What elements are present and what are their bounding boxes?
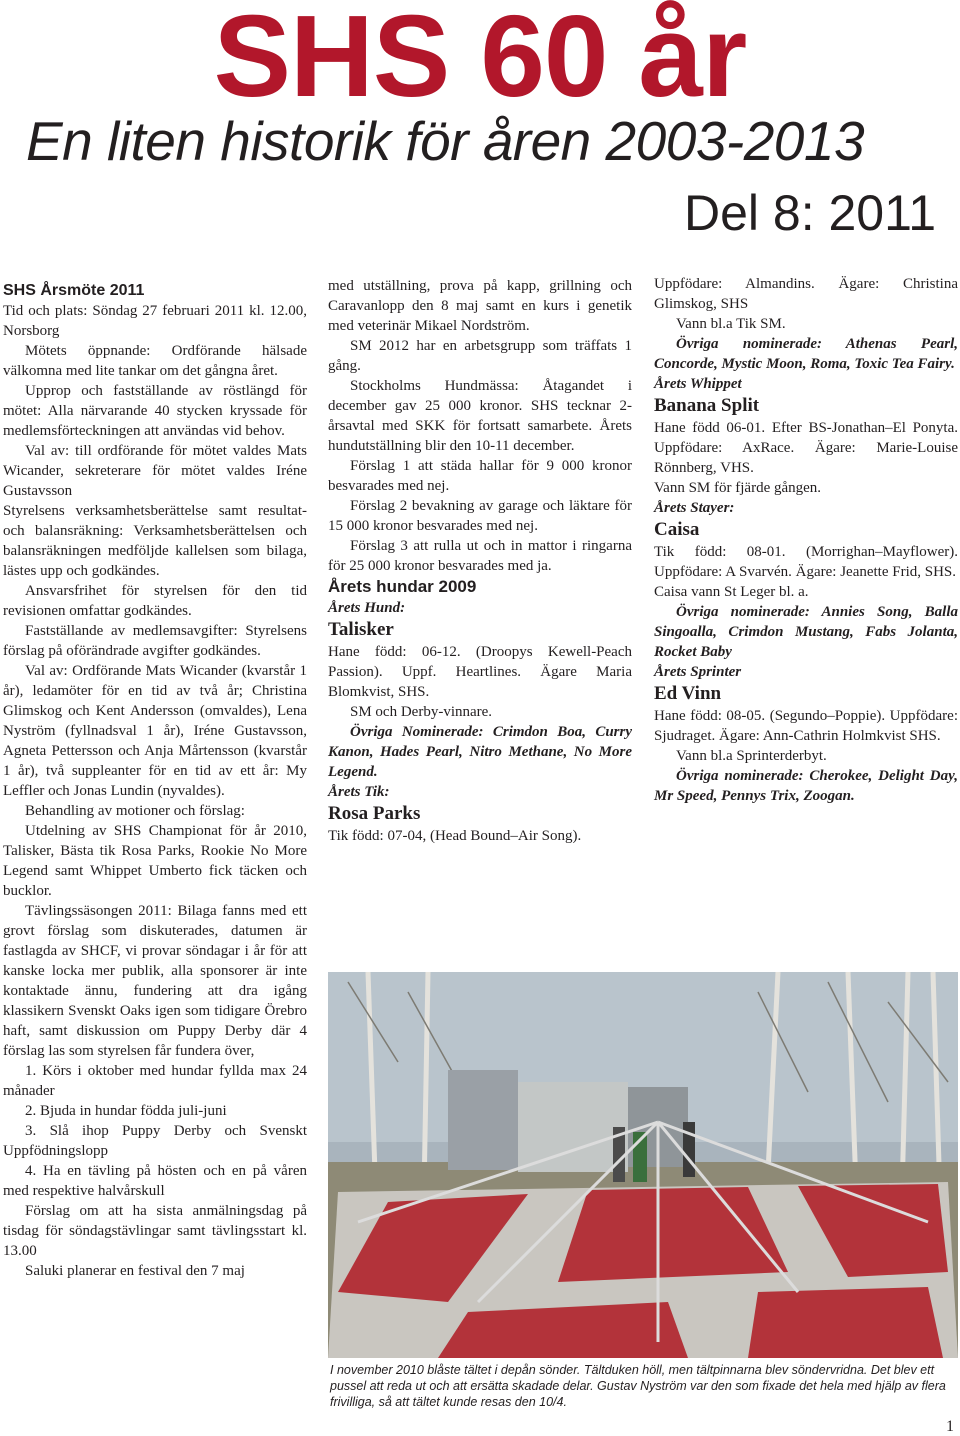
paragraph: SM 2012 har en arbetsgrupp som träffats 1 gång. (328, 338, 632, 374)
page-title: SHS 60 år (213, 0, 747, 121)
award-name: Banana Split (654, 395, 760, 416)
paragraph: Stockholms Hundmässa: Åtagandet i december gav 25 000 kronor. SHS tecknar 2-årsavtal med SKK för fortsatt samarbete. Årets hundutställning blir den 10-11 december. (328, 378, 632, 454)
award-label: Årets Tik: (328, 784, 390, 800)
section-heading-arsmote: SHS Årsmöte 2011 (3, 282, 145, 299)
paragraph: Behandling av motioner och förslag: (25, 803, 245, 819)
paragraph: Utdelning av SHS Championat för år 2010, Talisker, Bästa tik Rosa Parks, Rookie No More Legend samt Whippet Umberto fick täcken och bucklor. (3, 823, 307, 899)
nominees-text: Övriga nominerade: Annies Song, Balla Singoalla, Crimdon Mustang, Fabs Jolanta, Rocket Baby (654, 604, 958, 660)
nominees-text: Övriga Nominerade: Crimdon Boa, Curry Kanon, Hades Pearl, Nitro Methane, No More Legend. (328, 724, 632, 780)
award-label: Årets Whippet (654, 376, 742, 392)
paragraph: Tävlingssäsongen 2011: Bilaga fanns med ett grovt förslag som diskuterades, datumen är fastlagda av SHCF, vi provar söndagar i år för att kanske locka mer publik, alla sponsorer är inte kontaktade ännu, fundering att dra igång klassikern Svenskt Oaks igen som tidigare Örebro haft, samt diskussion om Puppy Derby där 4 förslag las som styrelsen får fundera över, (3, 903, 307, 1059)
page-subtitle: En liten historik för åren 2003-2013 (26, 110, 865, 172)
paragraph: Vann bl.a Sprinterderbyt. (676, 748, 827, 764)
paragraph: Val av: till ordförande för mötet valdes Mats Wicander, sekreterare för mötet valdes Iréne Gustavsson (3, 443, 307, 499)
paragraph: Tik född: 08-01. (Morrighan–Mayflower). Uppfödare: A Svarvén. Ägare: Jeanette Frid, SHS. (654, 544, 958, 580)
paragraph: Val av: Ordförande Mats Wicander (kvarstår 1 år), ledamöter för en tid av två år; Christina Glimskog och Kent Andersson (omvaldes), Lena Nyström (fyllnadsval 1 år), Iréne Gustavsson, Agneta Pettersson och Anja Mårtensson (kvarstår 1 år), två suppleanter för en tid av ett år: My Leffler och Jonas Lundin (nyvaldes). (3, 663, 307, 799)
paragraph: Hane född: 06-12. (Droopys Kewell-Peach Passion). Uppf. Heartlines. Ägare Maria Blomkvist, SHS. (328, 644, 632, 700)
column-3 (654, 274, 958, 806)
paragraph: Fastställande av medlemsavgifter: Styrelsens förslag på oförändrade avgifter godkändes. (3, 623, 307, 659)
paragraph: Vann SM för fjärde gången. (654, 480, 822, 496)
part-heading: Del 8: 2011 (683, 185, 936, 241)
paragraph: Hane född: 08-05. (Segundo–Poppie). Uppfödare: Sjudraget. Ägare: Ann-Cathrin Holmkvist SHS. (654, 708, 958, 744)
column-2 (328, 276, 632, 846)
paragraph: SM och Derby-vinnare. (350, 704, 493, 720)
award-name: Caisa (654, 519, 700, 540)
tent-photo-illustration (328, 972, 958, 1358)
paragraph: Tid och plats: Söndag 27 februari 2011 kl. 12.00, Norsborg (3, 303, 307, 339)
award-label: Årets Stayer: (654, 500, 735, 516)
paragraph: med utställning, prova på kapp, grillning och Caravanlopp den 8 maj samt en kurs i genetik med veterinär Mikael Nordström. (328, 278, 632, 334)
tent-photo (328, 972, 958, 1358)
paragraph: Förslag 1 att städa hallar för 9 000 kronor besvarades med nej. (328, 458, 632, 494)
nominees-text: Övriga nominerade: Athenas Pearl, Concorde, Mystic Moon, Roma, Toxic Tea Fairy. (654, 336, 958, 372)
paragraph: Vann bl.a Tik SM. (676, 316, 786, 332)
award-label: Årets Hund: (328, 600, 406, 616)
award-name: Ed Vinn (654, 683, 722, 704)
page-number: 1 (946, 1418, 954, 1435)
paragraph: Tik född: 07-04, (Head Bound–Air Song). (328, 828, 582, 844)
award-label: Årets Sprinter (654, 664, 742, 680)
section-heading-arets-hundar: Årets hundar 2009 (328, 577, 477, 596)
award-name: Rosa Parks (328, 803, 421, 824)
paragraph: Förslag 2 bevakning av garage och läktare för 15 000 kronor besvarades med nej. (328, 498, 632, 534)
paragraph: Styrelsens verksamhetsberättelse samt resultat- och balansräkning: Verksamhetsberättelsen och balansräkningen medföljde kallelsen som bilaga, lästes upp och godkändes. (3, 503, 307, 579)
paragraph: 4. Ha en tävling på hösten och en på våren med respektive halvårskull (3, 1163, 307, 1199)
paragraph: Mötets öppnande: Ordförande hälsade välkomna med lite tankar om det gångna året. (3, 343, 307, 379)
paragraph: Ansvarsfrihet för styrelsen för den tid revisionen omfattar godkändes. (3, 583, 307, 619)
paragraph: Saluki planerar en festival den 7 maj (25, 1263, 245, 1279)
paragraph: Upprop och fastställande av röstlängd för mötet: Alla närvarande 40 stycken kryssade för medlemsförteckningen att användas vid behov. (3, 383, 307, 439)
paragraph: Förslag om att ha sista anmälningsdag på tisdag för söndagstävlingar samt tävlingsstart kl. 13.00 (3, 1203, 307, 1259)
paragraph: 1. Körs i oktober med hundar fyllda max 24 månader (3, 1063, 307, 1099)
paragraph: Caisa vann St Leger bl. a. (654, 584, 809, 600)
paragraph: Uppfödare: Almandins. Ägare: Christina Glimskog, SHS (654, 276, 958, 312)
photo-caption: I november 2010 blåste tältet i depån sönder. Tältduken höll, men tältpinnarna blev söndervridna. Det blev ett pussel att reda ut och att ersätta skadade delar. Gustav Nyström var den som fixade det hela med hjälp av flera frivilliga, så att tältet kunde resas den 10/4. (330, 1363, 946, 1409)
nominees-text: Övriga nominerade: Cherokee, Delight Day, Mr Speed, Pennys Trix, Zoogan. (654, 768, 958, 804)
paragraph: Hane född 06-01. Efter BS-Jonathan–El Ponyta. Uppfödare: AxRace. Ägare: Marie-Louise Rönnberg, VHS. (654, 420, 958, 476)
column-1 (3, 281, 307, 1281)
paragraph: 2. Bjuda in hundar födda juli-juni (25, 1103, 227, 1119)
award-name: Talisker (328, 619, 394, 640)
paragraph: Förslag 3 att rulla ut och in mattor i ringarna för 25 000 kronor besvarades med ja. (328, 538, 632, 574)
paragraph: 3. Slå ihop Puppy Derby och Svenskt Uppfödningslopp (3, 1123, 307, 1159)
